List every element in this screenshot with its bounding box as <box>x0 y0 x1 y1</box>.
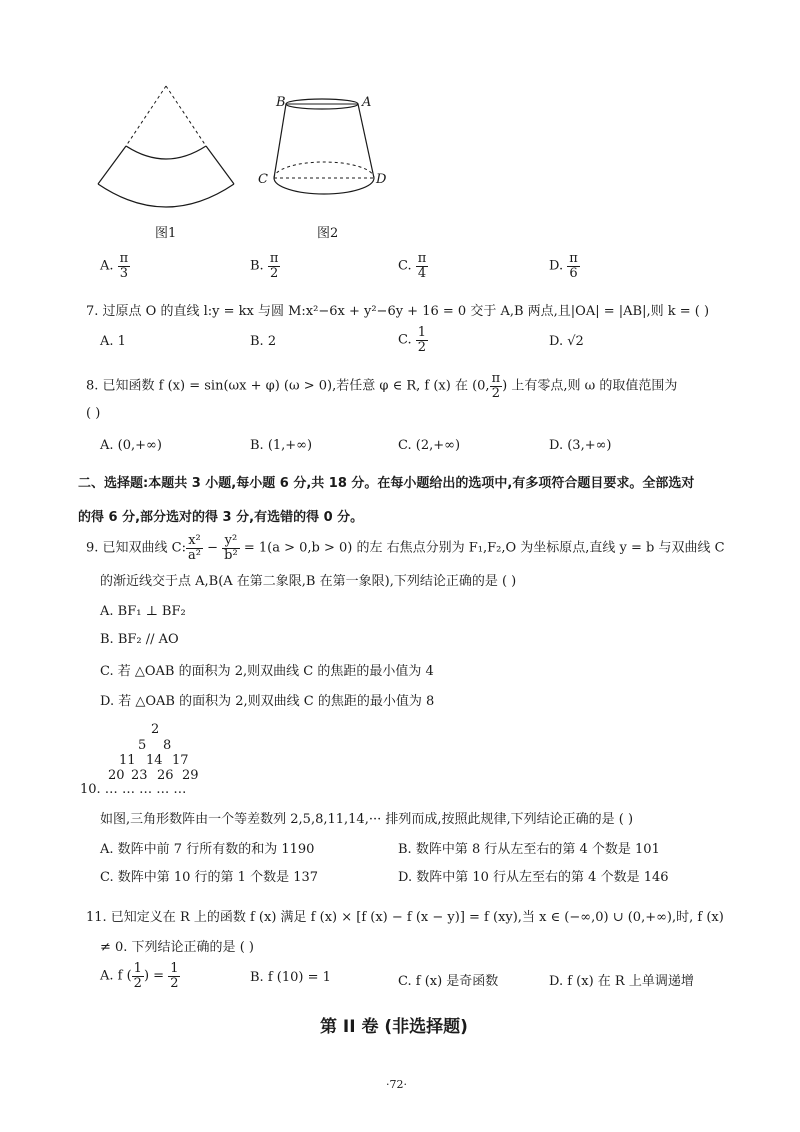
triangle-row-2-a: 5 <box>138 738 147 753</box>
q6-option-b: B. $\frac{\pi}{2}$ <box>250 251 279 281</box>
q8-option-c: C. (2,+∞) <box>398 438 461 453</box>
q10-number-and-ellipsis: 10. … … … … … <box>80 782 187 797</box>
section-2-heading-line2: 的得 6 分,部分选对的得 3 分,有选错的得 0 分。 <box>78 510 364 525</box>
point-a-label: A <box>362 95 372 110</box>
q11-stem-line1: 11. 已知定义在 R 上的函数 f (x) 满足 f (x) × [f (x) − f (x − y)] = f (xy),当 x ∈ (−∞,0) ∪ (0,+∞),时, f (x) <box>86 910 724 925</box>
q10-option-b: B. 数阵中第 8 行从左至右的第 4 个数是 101 <box>398 842 660 857</box>
q7-option-a: A. 1 <box>100 334 126 349</box>
triangle-row-1: 2 <box>151 722 160 737</box>
q8-option-a: A. (0,+∞) <box>100 438 162 453</box>
q7-option-c: C. $\frac{1}{2}$ <box>398 325 427 355</box>
triangle-row-4-d: 29 <box>182 768 199 783</box>
figure-1-sector <box>90 80 250 220</box>
q10-stem: 如图,三角形数阵由一个等差数列 2,5,8,11,14,··· 排列而成,按照此规律,下列结论正确的是 ( ) <box>100 812 634 827</box>
q8-stem-line2: ( ) <box>86 406 101 421</box>
q7-stem: 7. 过原点 O 的直线 l:y = kx 与圆 M:x²−6x + y²−6y + 16 = 0 交于 A,B 两点,且|OA| = |AB|,则 k = ( ) <box>86 304 710 319</box>
q7-option-b: B. 2 <box>250 334 277 349</box>
q6-option-a: A. $\frac{\pi}{3}$ <box>100 251 129 281</box>
q9-option-a: A. BF₁ ⊥ BF₂ <box>100 604 186 619</box>
triangle-row-4-b: 23 <box>131 768 148 783</box>
q11-option-c: C. f (x) 是奇函数 <box>398 974 499 989</box>
q8-option-b: B. (1,+∞) <box>250 438 313 453</box>
q10-option-d: D. 数阵中第 10 行从左至右的第 4 个数是 146 <box>398 870 669 885</box>
figure-2-label: 图2 <box>317 226 339 241</box>
triangle-row-4-a: 20 <box>108 768 125 783</box>
q8-stem-line1: 8. 已知函数 f (x) = sin(ωx + φ) (ω > 0),若任意 φ ∈ R, f (x) 在 (0, $\frac{\pi}{2}$ ) 上有零点,则 ω 的取值范围为 <box>86 371 678 401</box>
q11-stem-line2: ≠ 0. 下列结论正确的是 ( ) <box>100 940 254 955</box>
q10-option-c: C. 数阵中第 10 行的第 1 个数是 137 <box>100 870 319 885</box>
page-number: ·72· <box>386 1078 407 1091</box>
section-2-heading-line1: 二、选择题:本题共 3 小题,每小题 6 分,共 18 分。在每小题给出的选项中,有多项符合题目要求。全部选对 <box>78 476 695 491</box>
q8-option-d: D. (3,+∞) <box>549 438 612 453</box>
q9-stem-line1: 9. 已知双曲线 C: $\frac{\text{x²}}{\text{a²}}$ − $\frac{\text{y²}}{\text{b²}}$ = 1(a > 0,b > 0) 的左 右焦点分别为 F₁,F₂,O 为坐标原点,直线 y = b 与双曲线 C <box>86 533 725 563</box>
part-2-title: 第 II 卷 (非选择题) <box>320 1017 468 1037</box>
figure-1-label: 图1 <box>155 226 177 241</box>
q9-option-d: D. 若 △OAB 的面积为 2,则双曲线 C 的焦距的最小值为 8 <box>100 694 435 709</box>
q11-option-d: D. f (x) 在 R 上单调递增 <box>549 974 694 989</box>
triangle-row-3-c: 17 <box>172 753 189 768</box>
q6-option-d: D. $\frac{\pi}{6}$ <box>549 251 578 281</box>
triangle-row-4-c: 26 <box>157 768 174 783</box>
point-c-label: C <box>258 172 268 187</box>
q9-stem-line2: 的渐近线交于点 A,B(A 在第二象限,B 在第一象限),下列结论正确的是 ( ) <box>100 574 517 589</box>
q9-option-b: B. BF₂ // AO <box>100 632 179 647</box>
point-d-label: D <box>376 172 387 187</box>
q7-option-d: D. √2 <box>549 334 584 349</box>
triangle-row-2-b: 8 <box>163 738 172 753</box>
triangle-row-3-a: 11 <box>119 753 136 768</box>
q6-option-c: C. $\frac{\pi}{4}$ <box>398 251 427 281</box>
q9-option-c: C. 若 △OAB 的面积为 2,则双曲线 C 的焦距的最小值为 4 <box>100 664 434 679</box>
q10-option-a: A. 数阵中前 7 行所有数的和为 1190 <box>100 842 315 857</box>
triangle-row-3-b: 14 <box>146 753 163 768</box>
q11-option-a: A. f ( $\frac{1}{2}$ ) = $\frac{1}{2}$ <box>100 961 179 991</box>
point-b-label: B <box>276 95 286 110</box>
q11-option-b: B. f (10) = 1 <box>250 970 331 985</box>
